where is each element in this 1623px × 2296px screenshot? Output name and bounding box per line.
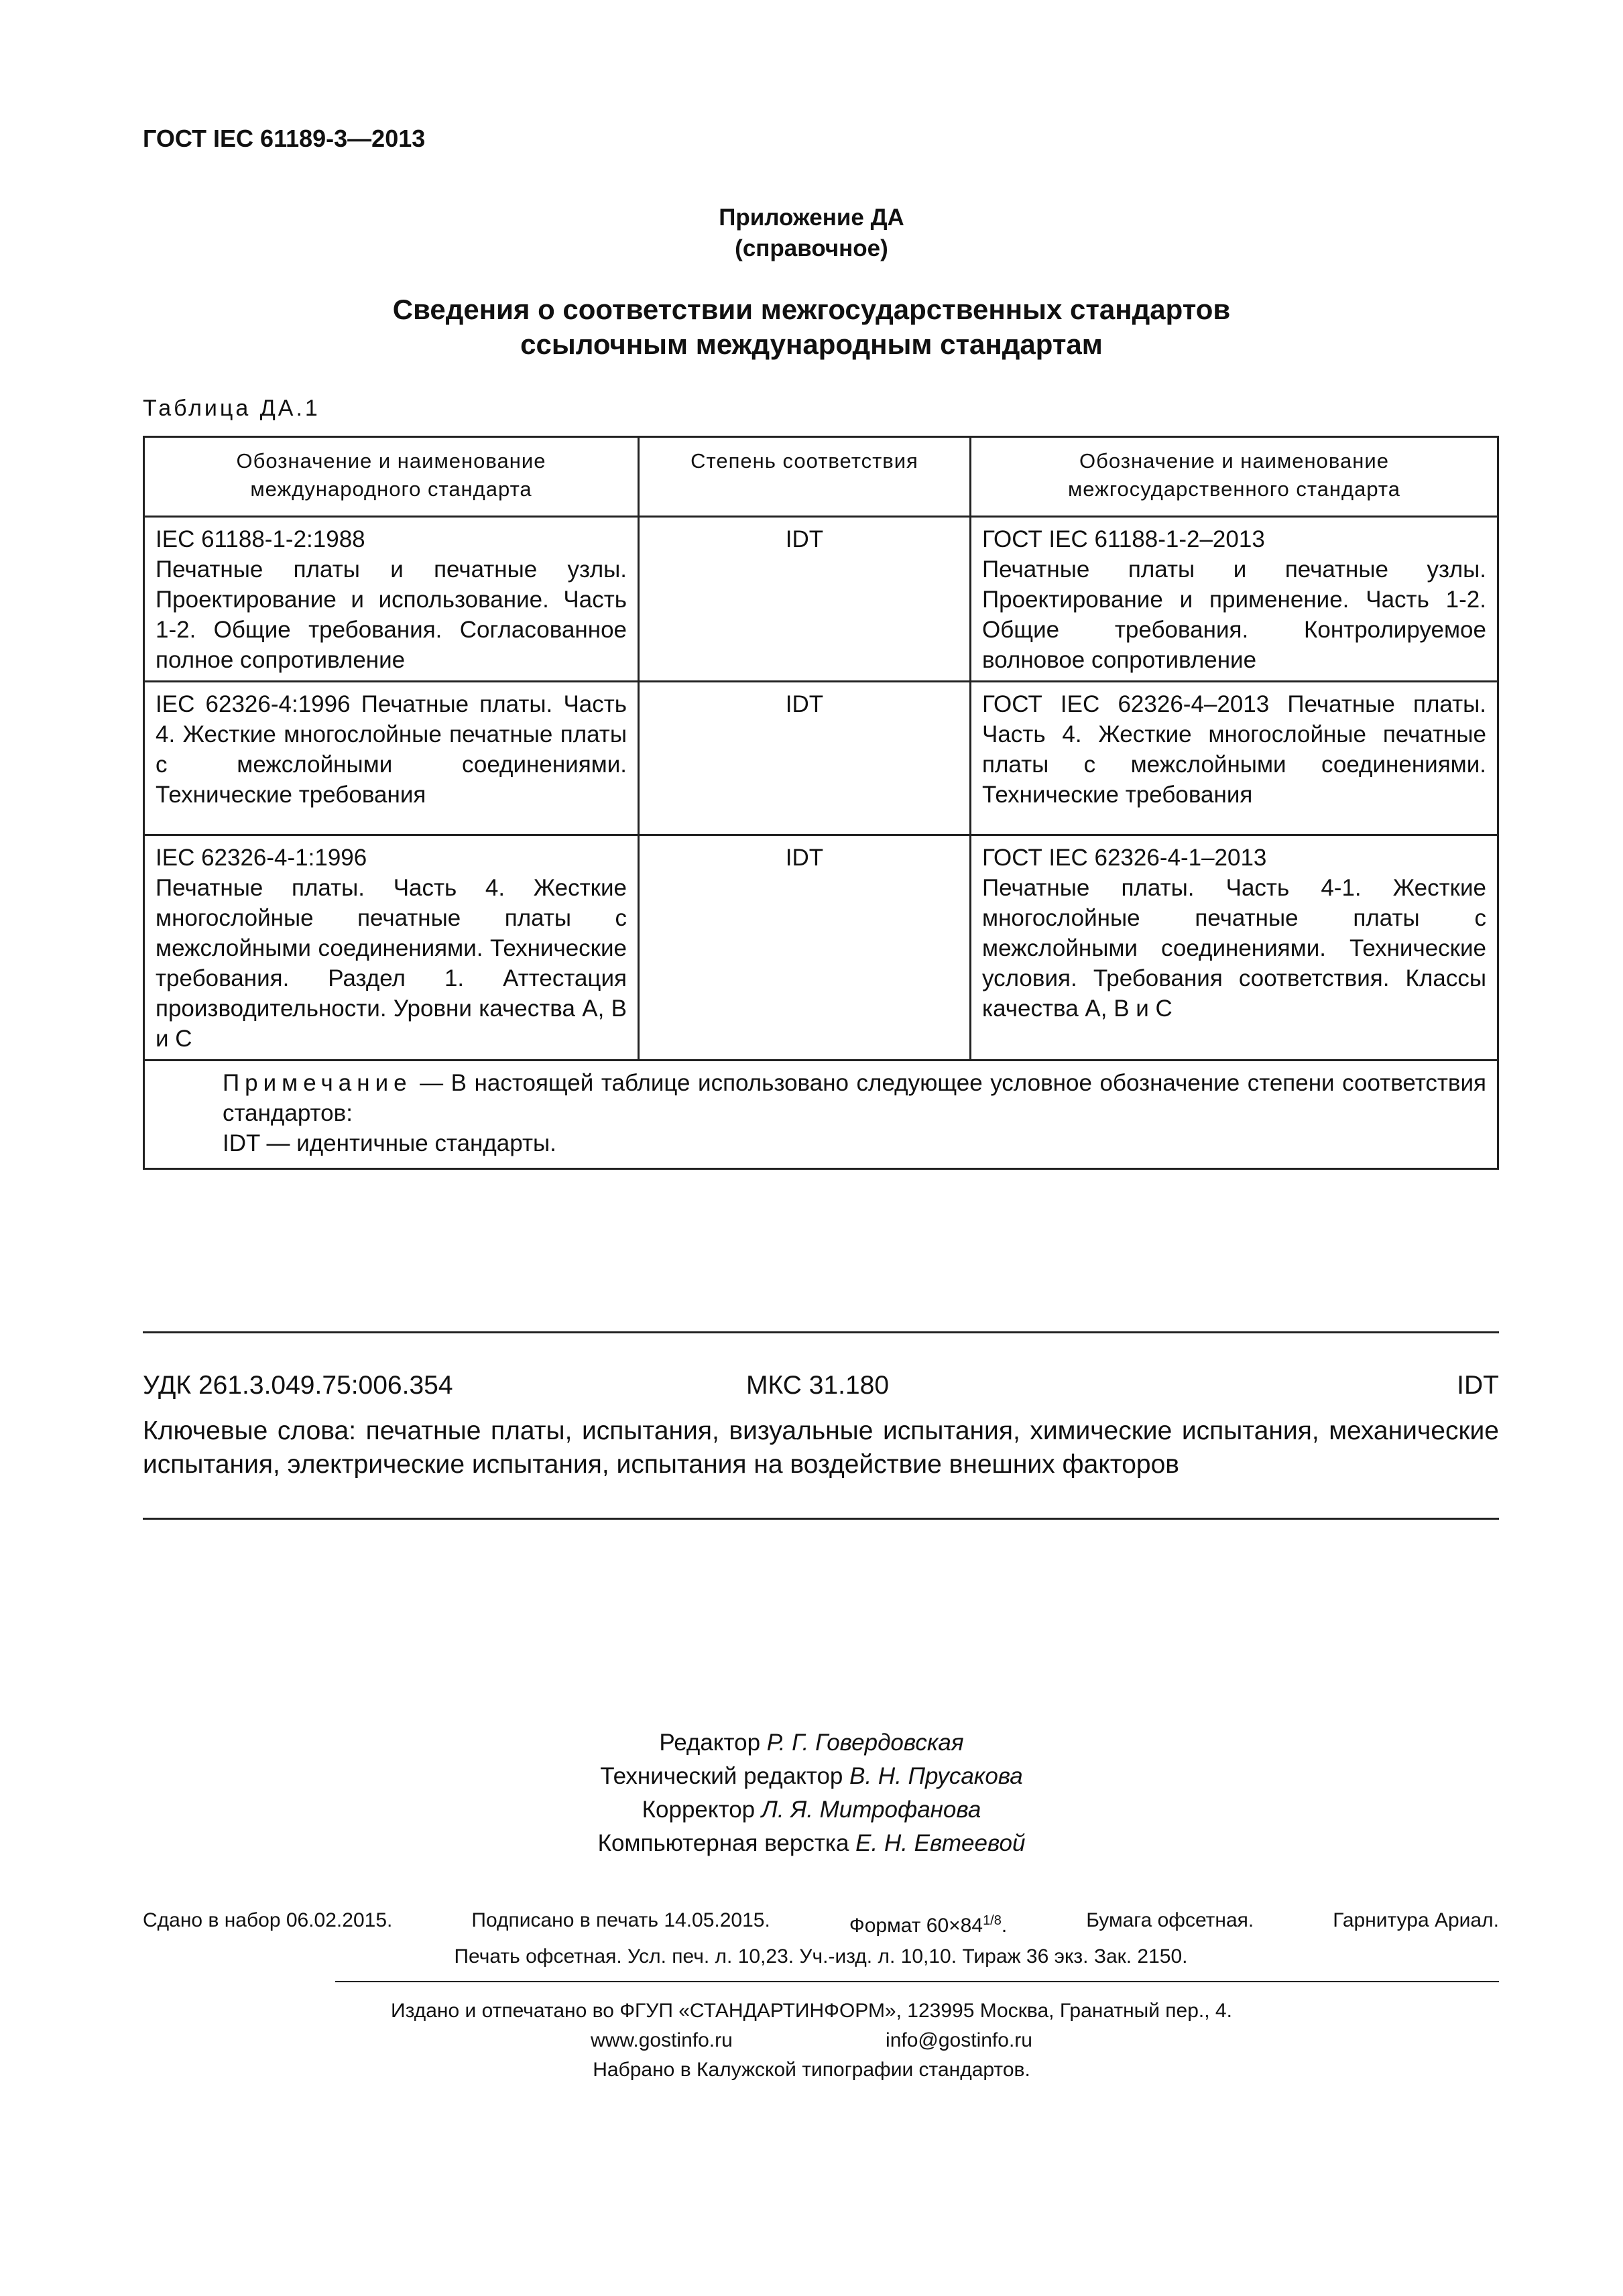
appendix-title: Приложение ДА <box>719 204 904 231</box>
document-code: ГОСТ IEC 61189-3—2013 <box>143 125 426 152</box>
credit-role: Редактор <box>659 1730 761 1756</box>
publisher-typesetting: Набрано в Калужской типографии стандартов. <box>593 2059 1030 2081</box>
credit-name: Е. Н. Евтеевой <box>855 1830 1026 1856</box>
cell-international-standard: IEC 62326-4:1996 Печатные платы. Часть 4. Жесткие многослойные печатные платы с межслойными соединениями. Технические требования <box>144 682 639 835</box>
divider-top <box>143 1331 1499 1333</box>
print-signed: Подписано в печать 14.05.2015. <box>471 1909 770 1931</box>
credit-line <box>0 1827 1623 1860</box>
degree-code: IDT <box>1457 1371 1499 1400</box>
udk-code: УДК 261.3.049.75:006.354 <box>143 1371 453 1400</box>
appendix-heading <box>0 202 1623 264</box>
note-label: Примечание <box>223 1070 412 1096</box>
format-fraction: 1/8 <box>983 1913 1002 1928</box>
print-format <box>849 1905 1007 1941</box>
appendix-subtitle: (справочное) <box>735 235 888 261</box>
header-degree: Степень соответствия <box>639 437 971 517</box>
cell-international-standard: IEC 61188-1-2:1988 Печатные платы и печатные узлы. Проектирование и использование. Часть 1-2. Общие требования. Согласованное полное сопротивление <box>144 517 639 682</box>
table-note <box>144 1061 1498 1169</box>
divider-bottom <box>143 1518 1499 1520</box>
credit-role: Корректор <box>642 1797 756 1823</box>
cell-degree: IDT <box>639 517 971 682</box>
cell-degree: IDT <box>639 682 971 835</box>
credit-name: В. Н. Прусакова <box>849 1763 1023 1789</box>
table-note-row <box>144 1061 1498 1169</box>
divider-publisher <box>335 1981 1499 1982</box>
section-title-line2: ссылочным международным стандартам <box>520 328 1103 360</box>
section-heading <box>0 292 1623 362</box>
print-info-line2: Печать офсетная. Усл. печ. л. 10,23. Уч.-изд. л. 10,10. Тираж 36 экз. Зак. 2150. <box>454 1945 1188 1968</box>
note-item: IDT — идентичные стандарты. <box>223 1130 556 1156</box>
print-paper: Бумага офсетная. <box>1086 1909 1254 1931</box>
cell-degree: IDT <box>639 835 971 1061</box>
credit-line <box>0 1726 1623 1760</box>
publisher-website[interactable]: www.gostinfo.ru <box>591 2029 733 2051</box>
credit-line <box>0 1760 1623 1793</box>
print-info-line1 <box>143 1905 1499 1941</box>
format-main: Формат 60×84 <box>849 1915 983 1937</box>
cell-international-standard: IEC 62326-4-1:1996 Печатные платы. Часть 4. Жесткие многослойные печатные платы с межслойными соединениями. Технические требования. Раздел 1. Аттестация производительности. Уровни качества А, В и С <box>144 835 639 1061</box>
print-info <box>143 1905 1499 1972</box>
credit-role: Технический редактор <box>600 1763 843 1789</box>
table-header-row <box>144 437 1498 517</box>
cell-interstate-standard: ГОСТ IEC 61188-1-2–2013 Печатные платы и печатные узлы. Проектирование и применение. Часть 1-2. Общие требования. Контролируемое волновое сопротивление <box>971 517 1498 682</box>
note-text: — В настоящей таблице использовано следующее условное обозначение степени соответствия стандартов: <box>223 1070 1486 1126</box>
credit-name: Р. Г. Говердовская <box>766 1730 964 1756</box>
publisher-contacts <box>0 2026 1623 2055</box>
print-font: Гарнитура Ариал. <box>1333 1909 1499 1931</box>
keywords: Ключевые слова: печатные платы, испытания, визуальные испытания, химические испытания, механические испытания, электрические испытания, испытания на воздействие внешних факторов <box>143 1416 1499 1479</box>
cell-interstate-standard: ГОСТ IEC 62326-4–2013 Печатные платы. Часть 4. Жесткие многослойные печатные платы с межслойными соединениями. Технические требования <box>971 682 1498 835</box>
publisher-email[interactable]: info@gostinfo.ru <box>886 2029 1032 2051</box>
credit-line <box>0 1793 1623 1827</box>
cell-interstate-standard: ГОСТ IEC 62326-4-1–2013 Печатные платы. Часть 4-1. Жесткие многослойные печатные платы с межслойными соединениями. Технические условия. Требования соответствия. Классы качества А, В и С <box>971 835 1498 1061</box>
correspondence-table <box>143 436 1499 1170</box>
table-row <box>144 682 1498 835</box>
table-row <box>144 517 1498 682</box>
mks-code: МКС 31.180 <box>746 1371 890 1400</box>
credit-name: Л. Я. Митрофанова <box>761 1797 981 1823</box>
header-international-standard: Обозначение и наименование международного стандарта <box>144 437 639 517</box>
table-label: Таблица ДА.1 <box>143 396 320 421</box>
format-dot: . <box>1001 1915 1008 1937</box>
print-submitted: Сдано в набор 06.02.2015. <box>143 1909 393 1931</box>
section-title-line1: Сведения о соответствии межгосударственных стандартов <box>392 294 1231 325</box>
publisher-info <box>0 1996 1623 2085</box>
publisher-address: Издано и отпечатано во ФГУП «СТАНДАРТИНФОРМ», 123995 Москва, Гранатный пер., 4. <box>391 2000 1232 2022</box>
credits <box>0 1726 1623 1860</box>
table-row <box>144 835 1498 1061</box>
header-interstate-standard: Обозначение и наименование межгосударственного стандарта <box>971 437 1498 517</box>
credit-role: Компьютерная верстка <box>597 1830 849 1856</box>
